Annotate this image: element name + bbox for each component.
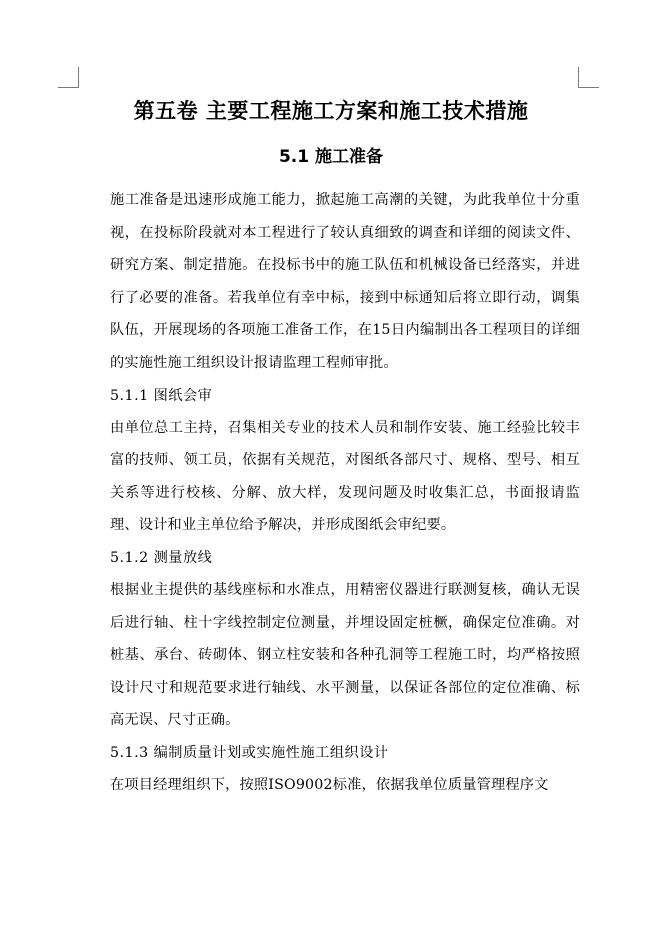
subsection-heading: 5.1.3 编制质量计划或实施性施工组织设计: [110, 744, 389, 761]
volume-title: 第五卷 主要工程施工方案和施工技术措施: [133, 99, 529, 123]
intro-paragraph: 施工准备是迅速形成施工能力，掀起施工高潮的关键，为此我单位十分重视，在投标阶段就对本工程进行了较认真细致的调查和详细的阅读文件、研究方案、制定措施。在投标书中的施工队伍和机械设备已经落实，并进行了必要的准备。若我单位有幸中标，接到中标通知后将立即行动，调集队伍，开展现场的各项施工准备工作，在15日内编制出各工程项目的详细的实施性施工组织设计报请监理工程师审批。: [110, 192, 580, 371]
subsection-paragraph: 根据业主提供的基线座标和水准点，用精密仪器进行联测复核，确认无误后进行轴、柱十字线控制定位测量，并埋设固定桩橛，确保定位准确。对桩基、承台、砖砌体、钢立柱安装和各种孔洞等工程施工时，均严格按照设计尺寸和规范要求进行轴线、水平测量，以保证各部位的定位准确、标高无误、尺寸正确。: [110, 581, 580, 729]
subsection-paragraph: 由单位总工主持，召集相关专业的技术人员和制作安装、施工经验比较丰富的技师、领工员，依据有关规范，对图纸各部尺寸、规格、型号、相互关系等进行校核、分解、放大样，发现问题及时收集汇总，书面报请监理、设计和业主单位给予解决，并形成图纸会审纪要。: [110, 419, 580, 534]
section-title: 5.1 施工准备: [278, 147, 384, 167]
top-right-crop-mark: [578, 67, 599, 88]
subsection-heading: 5.1.2 测量放线: [110, 549, 213, 566]
top-left-crop-mark: [58, 67, 79, 88]
document-body: [110, 184, 580, 802]
subsection-heading: 5.1.1 图纸会审: [110, 387, 213, 404]
subsection-paragraph: 在项目经理组织下，按照ISO9002标准，依据我单位质量管理程序文: [110, 776, 549, 793]
